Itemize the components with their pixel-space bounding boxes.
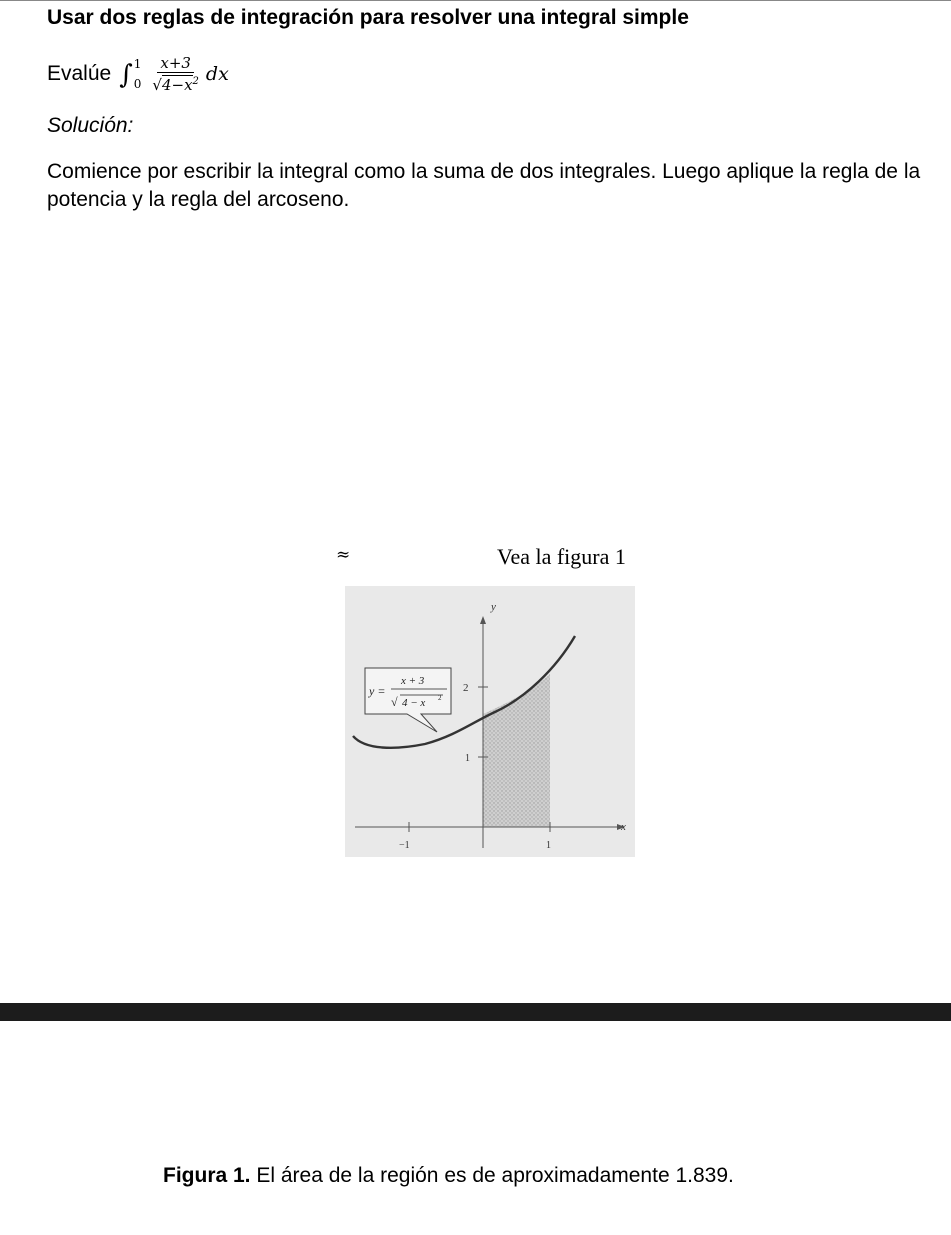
tick-label-y-2: 2 [463, 682, 469, 694]
caption-text: El área de la región es de aproximadamente 1.839. [250, 1164, 734, 1187]
denominator-radicand: 4−x [161, 76, 193, 94]
upper-limit: 1 [133, 57, 142, 71]
evaluate-line [47, 50, 229, 98]
equation-exponent: 2 [438, 694, 442, 702]
differential: dx [205, 63, 229, 85]
see-figure-text: Vea la figura 1 [497, 544, 626, 569]
caption-label: Figura 1. [163, 1164, 251, 1187]
integral-limits [134, 57, 142, 91]
dark-separator-band [0, 1003, 951, 1021]
y-axis-label: y [491, 601, 496, 613]
tick-label-x-1: 1 [546, 840, 551, 851]
integral-expression [119, 54, 229, 94]
figure-caption [163, 1164, 734, 1188]
figure-graph [345, 586, 635, 857]
solution-label: Solución: [47, 114, 134, 137]
solution-paragraph: Comience por escribir la integral como la suma de dos integrales. Luego aplique la regla de la potencia y la regla del arcoseno. [47, 160, 921, 211]
approx-symbol: ≈ [336, 545, 351, 565]
x-axis-label: x [621, 821, 626, 833]
equation-lhs: y = [369, 684, 386, 698]
equation-numerator: x + 3 [401, 675, 425, 687]
denominator-exponent: 2 [192, 76, 199, 87]
integrand-denominator: $√4-x^2$ [152, 76, 199, 94]
integrand-numerator: x+3 [157, 54, 194, 73]
integral-sign: ∫ [119, 60, 133, 90]
equation-sqrt-sign: √ [391, 695, 398, 709]
tick-label-y-1: 1 [465, 753, 470, 764]
equation-radicand: 4 − x [402, 697, 426, 709]
section-heading: Usar dos reglas de integración para resolver una integral simple [47, 6, 689, 29]
integrand-fraction [149, 54, 202, 94]
tick-label-x-neg1: −1 [399, 840, 410, 851]
lower-limit: 0 [133, 77, 142, 91]
top-divider [0, 0, 951, 1]
figure-image [345, 586, 635, 857]
evaluate-label: Evalúe [47, 62, 112, 85]
